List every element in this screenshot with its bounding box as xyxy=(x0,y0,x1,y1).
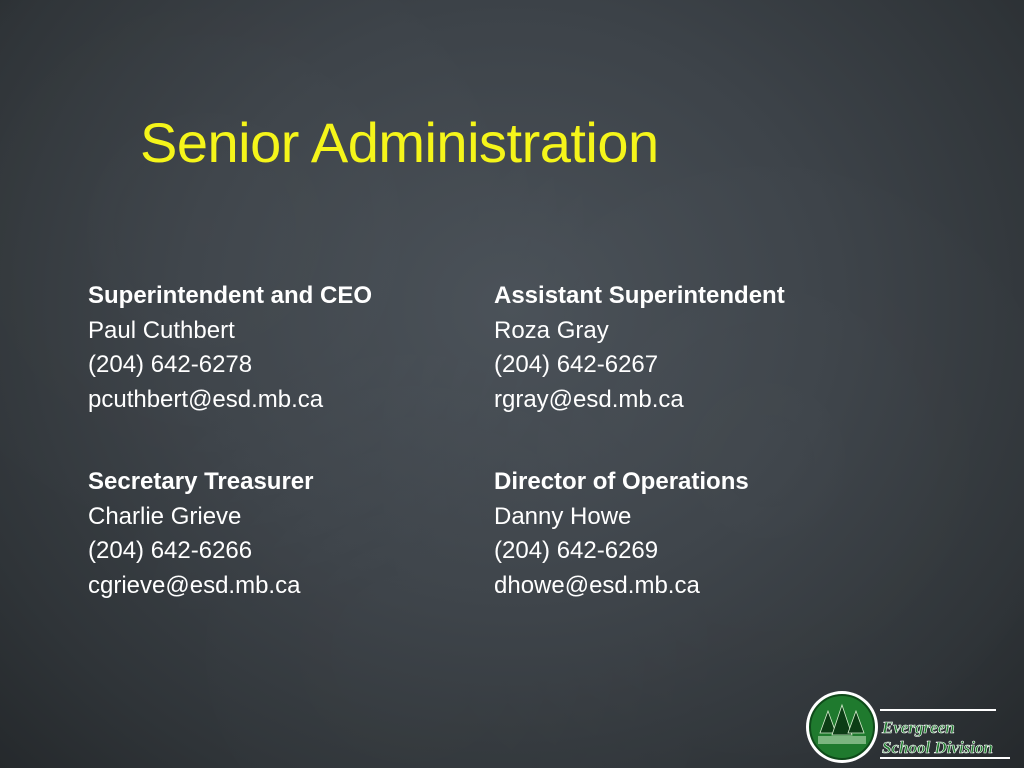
contact-name: Danny Howe xyxy=(494,502,632,530)
contact-phone: (204) 642-6266 xyxy=(88,537,253,564)
page-title: Senior Administration xyxy=(140,111,659,174)
contact-phone: (204) 642-6267 xyxy=(494,351,659,378)
contact-role: Secretary Treasurer xyxy=(88,468,314,495)
contact-name: Paul Cuthbert xyxy=(88,316,235,344)
contact-assistant-superintendent xyxy=(494,279,785,417)
contact-phone: (204) 642-6269 xyxy=(494,537,659,564)
contact-role: Assistant Superintendent xyxy=(494,282,785,309)
contact-superintendent xyxy=(88,279,372,417)
contact-phone: (204) 642-6278 xyxy=(88,351,253,378)
contact-director-operations xyxy=(494,465,749,603)
evergreen-school-division-logo xyxy=(804,689,1014,765)
contact-role: Director of Operations xyxy=(494,468,749,495)
logo-line1: Evergreen xyxy=(882,718,955,737)
contact-email: pcuthbert@esd.mb.ca xyxy=(88,385,324,413)
contact-name: Roza Gray xyxy=(494,316,609,344)
contact-role: Superintendent and CEO xyxy=(88,282,373,309)
contact-name: Charlie Grieve xyxy=(88,502,242,530)
contact-email: cgrieve@esd.mb.ca xyxy=(88,571,301,599)
logo-rule-bottom xyxy=(880,757,1010,759)
logo-line2: School Division xyxy=(882,738,993,757)
contact-email: dhowe@esd.mb.ca xyxy=(494,571,700,599)
logo-emblem-banner xyxy=(818,736,866,744)
contact-email: rgray@esd.mb.ca xyxy=(494,385,684,413)
contact-secretary-treasurer xyxy=(88,465,314,603)
logo-rule-top xyxy=(880,709,996,711)
